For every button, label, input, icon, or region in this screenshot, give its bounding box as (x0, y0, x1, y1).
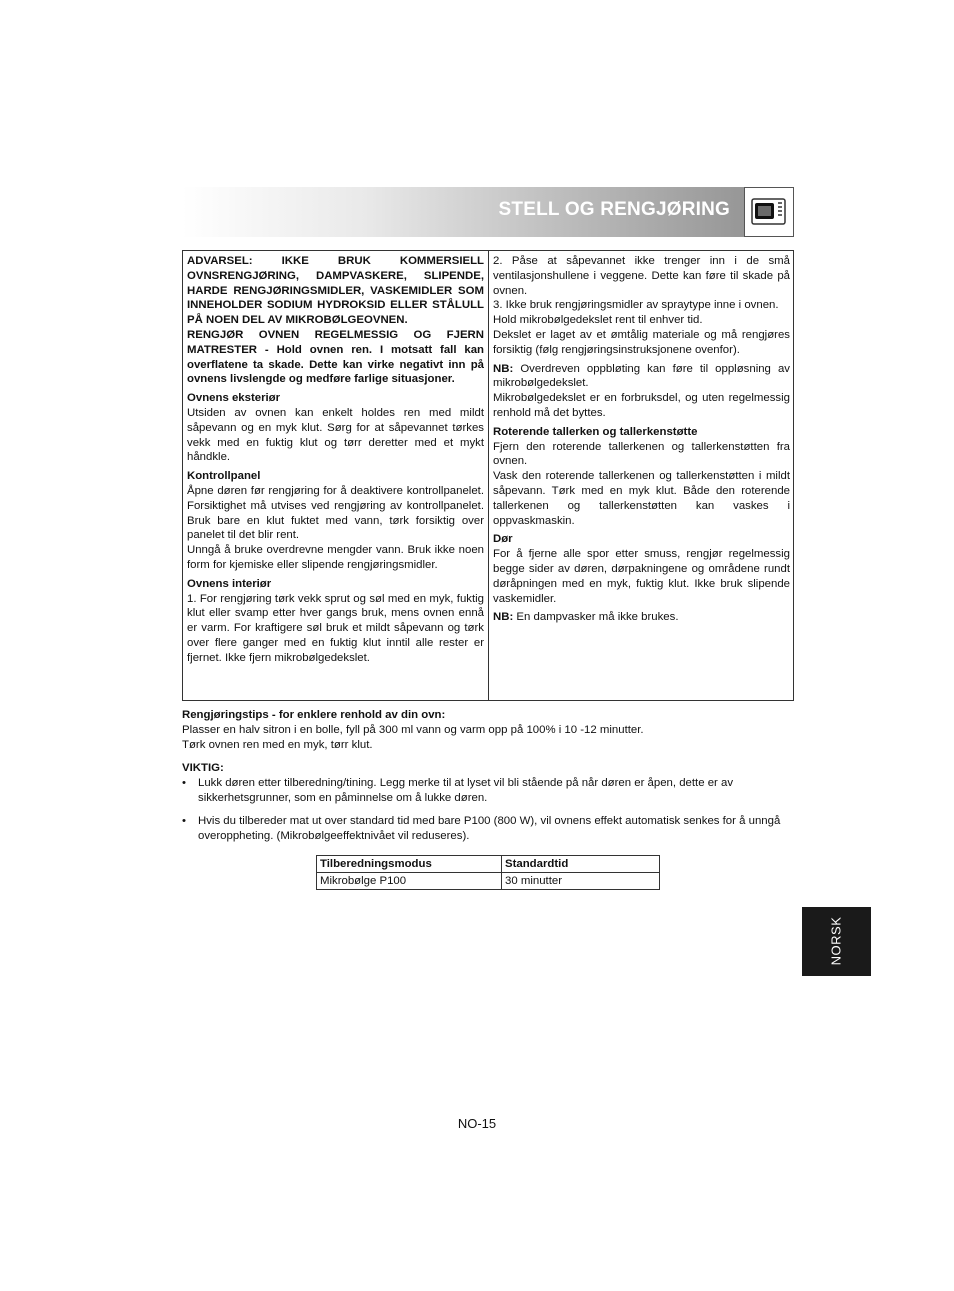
cleaning-instructions-table (182, 250, 794, 701)
bullet-dot: • (182, 815, 186, 827)
important-notes (182, 761, 794, 844)
header-standard-time: Standardtid (502, 856, 660, 873)
microwave-icon (751, 197, 787, 227)
important-heading: VIKTIG: (182, 762, 224, 774)
nb-steam (493, 610, 790, 625)
cover-text-consumable: Mikrobølgedekslet er en forbruksdel, og uten regelmessig renhold må det byttes. (493, 392, 790, 419)
exterior-text: Utsiden av ovnen kan enkelt holdes ren med mildt såpevann og en myk klut. Sørg for at såpevannet tørkes vekk med en fuktig klut og tørr deretter med et mykt håndkle. (187, 406, 484, 464)
language-tab (802, 907, 871, 976)
control-panel-text: Åpne døren før rengjøring for å deaktivere kontrollpanelet. Forsiktighet må utvises ved rengjøring av kontrollpanelet. Bruk bare en klut fuktet med vann, tørk forsiktig over panelet til det blir rent. (187, 484, 484, 542)
turntable-wash-text: Vask den roterende tallerkenen og tallerkenstøtten i mildt såpevann. Tørk med en myk klut. Både den roterende tallerkenen og tallerkenstøtten kan vaskes i oppvaskmaskin. (493, 470, 790, 527)
cooking-mode-table (316, 855, 660, 890)
nb-label: NB: (493, 611, 514, 624)
header-cooking-mode: Tilberedningsmodus (317, 856, 502, 873)
cell-time: 30 minutter (502, 873, 660, 890)
tips-heading: Rengjøringstips - for enklere renhold av din ovn: (182, 709, 446, 721)
important-bullet-power (182, 814, 794, 844)
nb-label: NB: (493, 362, 514, 375)
tips-line-lemon: Plasser en halv sitron i en bolle, fyll på 300 ml vann og varm opp på 100% i 10 -12 minutter. (182, 724, 644, 736)
interior-heading: Ovnens interiør (187, 577, 272, 590)
exterior-heading: Ovnens eksteriør (187, 392, 281, 405)
important-bullet-door-text: Lukk døren etter tilberedning/tining. Legg merke til at lyset vil bli stående på når døren er åpen, dette er av sikkerhetsgrunner, som en påminnelse om å lukke døren. (198, 777, 734, 804)
cover-text-material: Dekslet er laget av et ømtålig materiale og må rengjøres forsiktig (følg rengjøringsinstruksjonene ovenfor). (493, 328, 790, 356)
table-header-row (317, 856, 660, 873)
table-row (317, 873, 660, 890)
cover-text-clean: Hold mikrobølgedekslet rent til enhver tid. (493, 314, 703, 327)
page-number: NO-15 (457, 1116, 497, 1131)
door-heading: Dør (493, 533, 513, 546)
interior-step-2: 2. Påse at såpevannet ikke trenger inn i de små ventilasjonshullene i veggene. Dette kan føre til skade på ovnen. (493, 255, 790, 297)
turntable-remove-text: Fjern den roterende tallerkenen og tallerkenstøtten fra ovnen. (493, 440, 790, 468)
nb-steam-text: En dampvasker må ikke brukes. (516, 611, 679, 624)
important-bullet-door (182, 776, 794, 806)
section-title: STELL OG RENGJØRING (498, 199, 730, 220)
header-icon-frame (744, 187, 794, 237)
right-column (493, 254, 790, 625)
control-panel-heading: Kontrollpanel (187, 470, 261, 483)
bullet-dot: • (182, 777, 186, 789)
turntable-heading: Roterende tallerken og tallerkenstøtte (493, 425, 698, 438)
door-text: For å fjerne alle spor etter smuss, rengjør regelmessig begge sider av døren, dørpakningene og områdene rundt døråpningen med en myk, fuktig klut. Ikke bruk slipende vaskemidler. (493, 548, 790, 605)
cell-mode: Mikrobølge P100 (317, 873, 502, 890)
warning-clean-regularly: RENGJØR OVNEN REGELMESSIG OG FJERN MATRESTER - Hold ovnen ren. I motsatt fall kan overflatene ta skade. Dette kan virke negativt inn på ovnens livslengde og medføre farlige situasjoner. (187, 328, 484, 386)
language-tab-label: NORSK (828, 916, 844, 966)
interior-step-1: 1. For rengjøring tørk vekk sprut og søl med en myk, fuktig klut eller svamp etter hver gangs bruk, mens ovnen ennå er varm. For kraftigere søl bruk et mildt såpevann og tørk over flere ganger med en fuktig klut inntil alle rester er fjernet. Ikke fjern mikrobølgedekslet. (187, 592, 484, 664)
column-divider (488, 251, 489, 700)
section-header (182, 187, 794, 237)
left-column (187, 254, 484, 666)
important-bullet-power-text: Hvis du tilbereder mat ut over standard tid med bare P100 (800 W), vil ovnens effekt automatisk senkes for å unngå overoppheting. (Mikrobølgeeffektnivået vil reduseres). (198, 815, 781, 842)
nb-soaking (493, 362, 790, 392)
cleaning-tips (182, 708, 794, 753)
control-panel-water-text: Unngå å bruke overdrevne mengder vann. Bruk ikke noen form for kjemiske eller slipende rengjøringsmidler. (187, 544, 484, 571)
tips-line-wipe: Tørk ovnen ren med en myk, tørr klut. (182, 739, 373, 751)
nb-soaking-text: Overdreven oppbløting kan føre til oppløsning av mikrobølgedekslet. (493, 362, 790, 390)
interior-step-3: 3. Ikke bruk rengjøringsmidler av spraytype inne i ovnen. (493, 299, 779, 312)
warning-chemicals: ADVARSEL: IKKE BRUK KOMMERSIELL OVNSRENGJØRING, DAMPVASKERE, SLIPENDE, HARDE RENGJØRINGSMIDLER, VASKEMIDLER SOM INNEHOLDER SODIUM HYDROKSID ELLER STÅLULL PÅ NOEN DEL AV MIKROBØLGEOVNEN. (187, 255, 484, 327)
